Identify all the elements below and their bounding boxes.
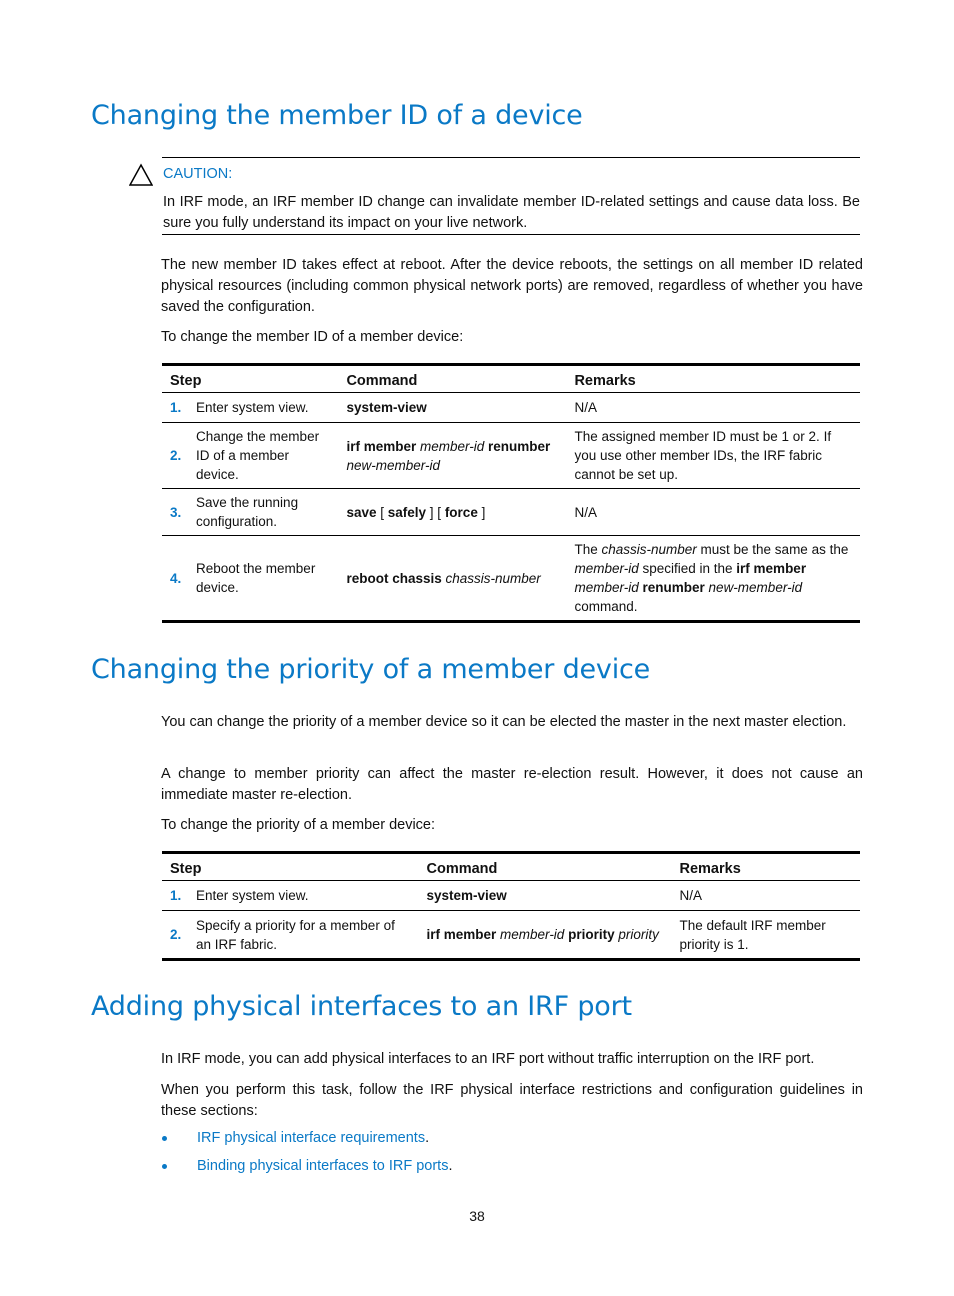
command-text: ]	[477, 504, 486, 520]
step-description: Enter system view.	[188, 881, 419, 911]
remarks-text: chassis-number	[601, 542, 697, 557]
link-binding-physical-interfaces[interactable]: Binding physical interfaces to IRF ports	[197, 1158, 449, 1174]
step-number: 2.	[162, 423, 188, 489]
list-item	[161, 1154, 452, 1182]
command-argument: member-id	[500, 927, 565, 942]
table-row	[162, 423, 860, 489]
step-number: 1.	[162, 881, 188, 911]
command-keyword: force	[444, 504, 478, 520]
interfaces-paragraph-2: When you perform this task, follow the IRF physical interface restrictions and configuration guidelines in these sections:	[161, 1082, 863, 1119]
header-command: Command	[338, 365, 566, 393]
interfaces-paragraph-1: In IRF mode, you can add physical interfaces to an IRF port without traffic interruption on the IRF port.	[161, 1051, 815, 1067]
step-description: Change the member ID of a member device.	[188, 423, 338, 489]
step-remarks	[566, 536, 860, 622]
header-step: Step	[162, 365, 338, 393]
command-keyword: irf member	[346, 438, 417, 454]
step-description: Enter system view.	[188, 393, 338, 423]
header-step: Step	[162, 853, 419, 881]
link-irf-physical-interface-requirements[interactable]: IRF physical interface requirements	[197, 1130, 426, 1146]
step-number: 1.	[162, 393, 188, 423]
command-keyword: priority	[568, 927, 615, 942]
step-remarks	[566, 489, 860, 536]
page-number: 38	[469, 1208, 485, 1224]
priority-paragraph-2: A change to member priority can affect the master re-election result. However, it does not cause an immediate master re-election.	[161, 766, 863, 803]
link-suffix: .	[448, 1158, 453, 1174]
remarks-text: command.	[574, 599, 638, 614]
remarks-text: N/A	[574, 504, 597, 520]
priority-steps-table	[162, 851, 860, 961]
caution-text: In IRF mode, an IRF member ID change can invalidate member ID-related settings and cause data loss. Be sure you fully understand its impact on your live network.	[163, 194, 860, 231]
remarks-text: The assigned member ID must be 1 or 2. If you use other member IDs, the IRF fabric cannot be set up.	[574, 429, 832, 482]
step-command	[419, 881, 672, 911]
step-number: 3.	[162, 489, 188, 536]
step-description: Specify a priority for a member of an IRF fabric.	[188, 911, 419, 960]
bullet-icon	[162, 1136, 167, 1141]
remarks-text: must be the same as the	[696, 542, 849, 557]
remarks-text: The default IRF member priority is 1.	[679, 917, 826, 952]
remarks-text: specified in the	[638, 561, 737, 576]
step-description: Save the running configuration.	[188, 489, 338, 536]
table-row	[162, 536, 860, 622]
caution-bottom-rule	[162, 234, 860, 235]
step-command	[338, 423, 566, 489]
command-argument: new-member-id	[346, 457, 440, 473]
remarks-text: member-id	[574, 561, 639, 576]
priority-intro: To change the priority of a member device:	[161, 817, 436, 833]
priority-paragraph-1: You can change the priority of a member device so it can be elected the master in the next master election.	[161, 714, 847, 730]
list-item	[161, 1126, 452, 1154]
header-command: Command	[419, 853, 672, 881]
command-keyword: system-view	[426, 888, 507, 903]
bullet-icon	[162, 1164, 167, 1169]
remarks-text: renumber	[642, 580, 705, 595]
caution-triangle-icon	[129, 163, 153, 187]
header-remarks: Remarks	[566, 365, 860, 393]
section-title-physical-interfaces: Adding physical interfaces to an IRF port	[91, 991, 632, 1022]
related-links-list	[161, 1126, 452, 1182]
remarks-text: N/A	[679, 888, 703, 903]
table-row	[162, 393, 860, 423]
section-title-member-id: Changing the member ID of a device	[91, 100, 583, 131]
command-argument: member-id	[420, 438, 485, 454]
member-id-steps-table	[162, 363, 860, 623]
command-keyword: safely	[387, 504, 427, 520]
remarks-text: The	[574, 542, 602, 557]
table-row	[162, 489, 860, 536]
step-command	[338, 536, 566, 622]
remarks-text: N/A	[574, 400, 597, 415]
step-command	[338, 489, 566, 536]
step-command	[419, 911, 672, 960]
link-suffix: .	[425, 1130, 430, 1146]
table-row	[162, 881, 860, 911]
step-number: 4.	[162, 536, 188, 622]
remarks-text: member-id	[574, 580, 639, 595]
step-number: 2.	[162, 911, 188, 960]
header-remarks: Remarks	[672, 853, 861, 881]
command-keyword: irf member	[426, 927, 497, 942]
remarks-text: new-member-id	[708, 580, 803, 595]
caution-top-rule	[162, 157, 860, 158]
member-id-paragraph: The new member ID takes effect at reboot. After the device reboots, the settings on all member ID related physical resources (including common physical network ports) are removed, regardless of whether you have saved the configuration.	[161, 257, 863, 315]
table-row	[162, 911, 860, 960]
command-keyword: reboot chassis	[346, 570, 442, 586]
command-keyword: system-view	[346, 400, 427, 415]
command-argument: chassis-number	[445, 570, 541, 586]
step-remarks	[672, 881, 861, 911]
member-id-intro: To change the member ID of a member device:	[161, 329, 464, 345]
remarks-text: irf member	[736, 561, 807, 576]
command-keyword: save	[346, 504, 377, 520]
section-title-priority: Changing the priority of a member device	[91, 654, 651, 685]
command-keyword: renumber	[488, 438, 551, 454]
step-remarks	[566, 423, 860, 489]
caution-label: CAUTION:	[163, 166, 233, 182]
step-remarks	[672, 911, 861, 960]
command-argument: priority	[618, 927, 659, 942]
step-remarks	[566, 393, 860, 423]
command-text: ] [	[426, 504, 445, 520]
command-text: [	[376, 504, 388, 520]
step-description: Reboot the member device.	[188, 536, 338, 622]
step-command	[338, 393, 566, 423]
